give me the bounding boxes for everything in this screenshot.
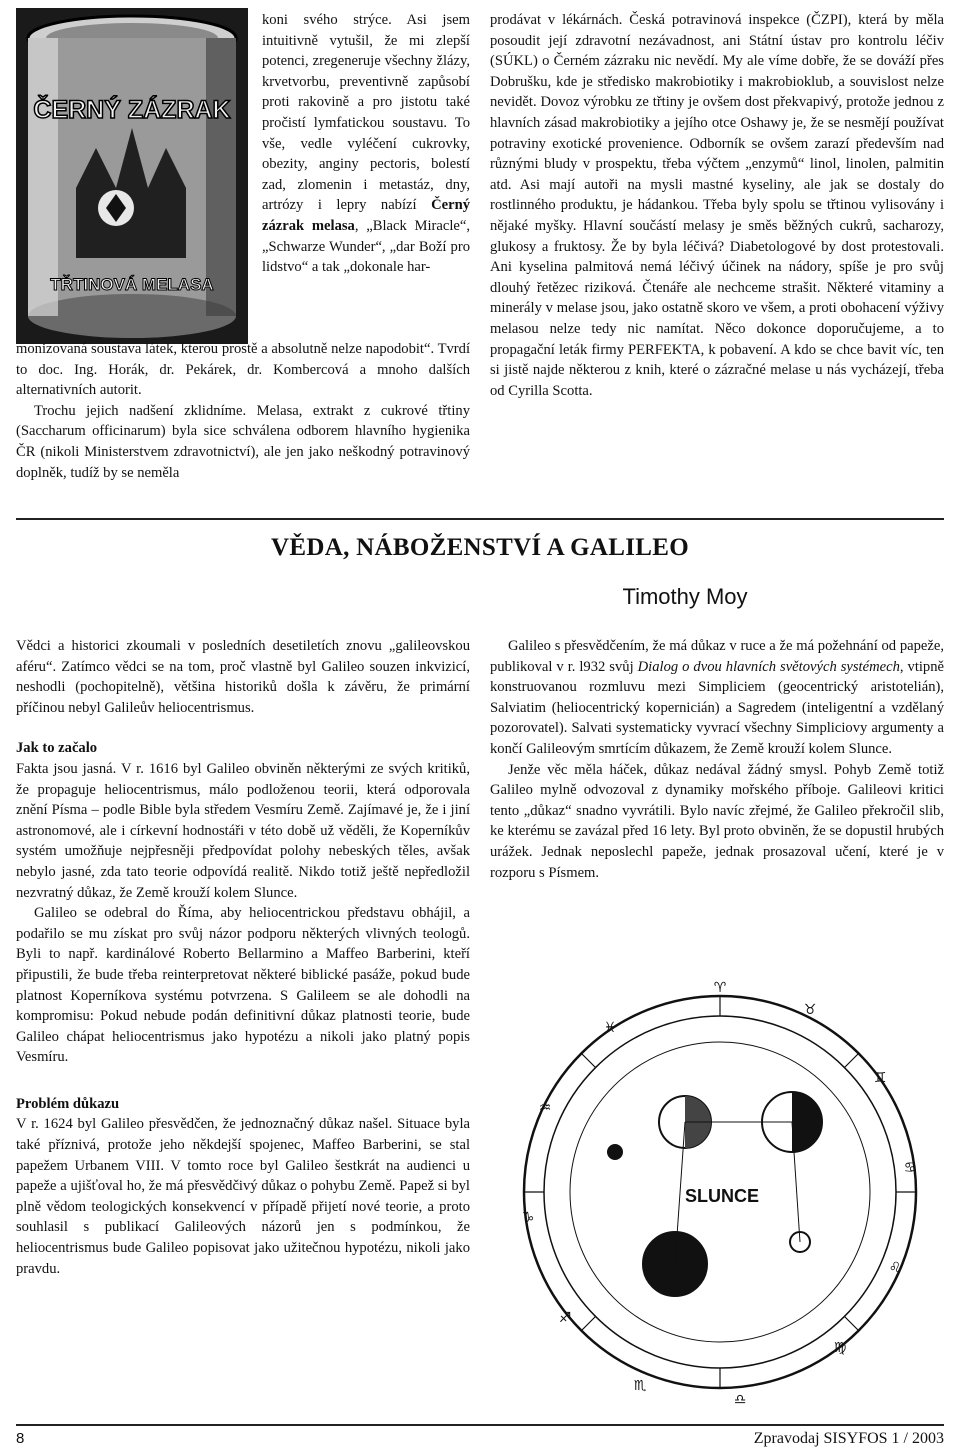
section-heading: Jak to začalo [16,740,98,757]
zodiac-sign-icon: ♐ [558,1310,572,1326]
zodiac-sign-icon: ♌ [888,1260,902,1276]
zodiac-sign-icon: ♍ [833,1340,847,1356]
article-title: VĚDA, NÁBOŽENSTVÍ A GALILEO [271,534,689,561]
book-title: Dialog o dvou hlavních světových systémech [637,658,900,675]
zodiac-sign-icon: ♓ [603,1020,617,1036]
article-header [0,534,960,562]
product-name: Černý zázrak melasa [262,197,470,234]
paragraph [490,636,944,760]
zodiac-sign-icon: ♒ [538,1100,552,1116]
article-column-top-left [262,10,470,278]
text-run: Galileo s přesvědčením, že má důkaz v ruce a že má požehnání od papeže, publikoval v r. l932 svůj [490,638,944,675]
footer-divider [16,1424,944,1426]
paragraph: Jenže věc měla háček, důkaz nedával žádný smysl. Pohyb Země totiž Galileo mylně odvozoval z dynamiky mořského příboje. Galileovi kritici tento „důkaz“ snadno vyvrátili. Bylo navíc zřejmé, že Galileo překročil slib, ke kterému se zavázal před 16 lety. Byl proto obviněn, že se dopustil hrubých urážek. Jednak neposlechl papeže, jednak prosazoval učení, které je v rozporu s Písmem. [490,761,944,881]
page-number: 8 [16,1430,25,1447]
text-run: , „Black Miracle“, „Schwarze Wunder“, „dar Boží pro lidstvo“ a tak „dokonale har- [262,217,470,276]
paragraph: monizovaná soustava látek, kterou prostě a absolutně nelze napodobit“. Tvrdí to doc. Ing. Horák, dr. Pekárek, dr. Kombercová a mnoho dalších alternativních autorit. [16,341,470,399]
paragraph: Galileo se odebral do Říma, aby heliocentrickou představu obhájil, a podařilo se mu získat pro svůj názor podporu některých vlivných teologů. Byli to např. kardinálové Roberto Bellarmino a Maffeo Barberini, kteří připustili, že bude třeba reinterpretovat některé biblické pasáže, pokud bude platnost Koperníkova systému potvrzena. S Galileem se ale dohodli na kompromisu: Pokud nebude podán definitivní důkaz platnosti teorie, bude Galileo chápat heliocentrismus jako hypotézu a nikoli jako platný popis Vesmíru. [16,905,470,1066]
solar-system-diagram [510,972,930,1412]
article-column-right [490,636,944,883]
zodiac-sign-icon: ♈ [713,980,727,996]
zodiac-sign-icon: ♑ [521,1210,535,1226]
paragraph [262,10,470,278]
zodiac-sign-icon: ♉ [803,1002,817,1018]
section-heading: Problém důkazu [16,1095,120,1112]
article-column-top-right [490,10,944,401]
section-divider [16,518,944,520]
paragraph: prodávat v lékárnách. Česká potravinová inspekce (ČZPI), která by měla posoudit její zdravotní nezávadnost, ani Státní ústav pro kontrolu léčiv (SÚKL) o Černém zázraku nic nevědí. My ale víme dobře, že se dováží přes Dobrušku, kde je středisko makrobiotiky i makrobioklub, a souvislost nelze nevidět. Dovoz výrobku ze třtiny je ovšem dost překvapivý, protože jednou z hlavních zásad makrobiotiky a jejího otce Oshawy je, že se nesmějí používat potraviny exotické provenience. Odborník se ovšem zarazí především nad různými bludy v prospektu, třeba výčtem „enzymů“ linol, linolen, palmitin atd. Asi mají autoři na mysli mastné kyseliny, ale jak se dostaly do rostlinného produktu, je hádankou. Třeba byly spolu se třtinou vylisovány i nějaké myšky. Hlavní součástí melasy je směs běžných cukrů, sacharozy, glukosy a fruktosy. Že by byla léčivá? Diabetologové by dost protestovali. Ani kyselina palmitová nemá léčivý účinek na nádory, spíše je pro svůj dlouhý řetězec riziková. Čtenáře ale nechceme strašit. Některé vitaminy a minerály v melase jsou, jako ostatně skoro ve všem, a proti obohacení výživy melasou nelze tedy nic namítat. Něco dokonce doporučujeme, a to propagační leták firmy PERFEKTA, k pobavení. A kdo se chce bavit víc, ten si jistě najde některou z knih, které o zázračné melase u nás vycházejí, třeba od Cyrilla Scotta. [490,12,944,399]
paragraph: Trochu jejich nadšení zklidníme. Melasa, extrakt z cukrové třtiny (Saccharum officinarum) byla sice schválena odborem hlavního hygienika ČR (nikoli Ministerstvem zdravotnictví), ale jen jako neškodný potravinový doplněk, tudíž by se neměla [16,402,470,481]
zodiac-sign-icon: ♊ [873,1070,887,1086]
sun-label: SLUNCE [684,1186,760,1206]
text-run: , vtipně konstruovanou rozmluvu mezi Simpliciem (geocentrický aristotelián), Salviatim (heliocentrický kopernicián) a Sagredem (inteligentní a vzdělaný pozorovatel). Salvati systematicky vyvrací všechny Simpliciovy argumenty a končí Galileovým smrtícím důkazem, že Země krouží kolem Slunce. [490,658,945,757]
paragraph: Fakta jsou jasná. V r. 1616 byl Galileo obviněn některými ze svých kritiků, že propaguje heliocentrismus, málo podloženou teorii, která odporovala znění Písma – podle Bible byla středem Vesmíru Země. Zajímavé je, že i jiní astronomové, ale i církevní hodnostáři v této době už věděli, že Koperníkův systém umožňuje nejpřesněji předpovídat polohy nebeských těles, avšak nebylo jasné, zda tato teorie odpovídá realitě. Nikdo totiž ještě nepředložil nezvratný důkaz, že Země krouží kolem Slunce. [16,760,470,901]
article-column-top-left-wide [16,339,470,483]
paragraph: Vědci a historici zkoumali v posledních desetiletích znovu „galileovskou aféru“. Zatímco vědci se na tom, proč vlastně byl Galileo souzen inkvizicí, neshodli (pochopitelně), většina historiků došla k závěru, že primární příčinou nebyl Galileův heliocentrismus. [16,638,470,716]
article-column-left [16,636,470,1279]
melasa-can-image [16,8,248,344]
zodiac-sign-icon: ♋ [903,1160,917,1176]
planet-icon [607,1144,623,1160]
zodiac-sign-icon: ♎ [733,1392,747,1408]
paragraph: V r. 1624 byl Galileo přesvědčen, že jednoznačný důkaz našel. Situace byla také příznivá, protože jeho někdejší spojenec, Maffeo Barberini, se stal papežem Urbanem VIII. V tomto roce byl Galileo šestkrát na audienci u papeže a ujišťoval ho, že má přesvědčivý důkaz o pohybu Země. Papež si byl plně vědom teologických konsekvencí v případě přijetí nové teorie, a proto souhlasil s publikací Galileových názorů jen s podmínkou, že heliocentrismus bude Galileo popisovat jako užitečnou hypotézu, nikoli jako pravdu. [16,1116,470,1277]
article-author: Timothy Moy [622,584,748,609]
can-title-text: ČERNÝ ZÁZRAK [33,96,231,124]
journal-name: Zpravodaj SISYFOS 1 / 2003 [753,1430,944,1447]
article-author-row [0,584,960,610]
can-bottom-text: TŘTINOVÁ MELASA [50,275,214,294]
text-run: koni svého strýce. Asi jsem intuitivně vytušil, že mi zlepší potenci, zregeneruje všechny žlázy, krvetvorbu, preventivně zapůsobí proti rakovině a pro jistotu také pročistí lymfatickou soustavu. To vše, vedle vyléčení cukrovky, obezity, anginy pectoris, bolestí zad, zlomenin i metastáz, dny, artrózy i lepry nabízí [262,12,470,214]
zodiac-sign-icon: ♏ [633,1378,647,1394]
